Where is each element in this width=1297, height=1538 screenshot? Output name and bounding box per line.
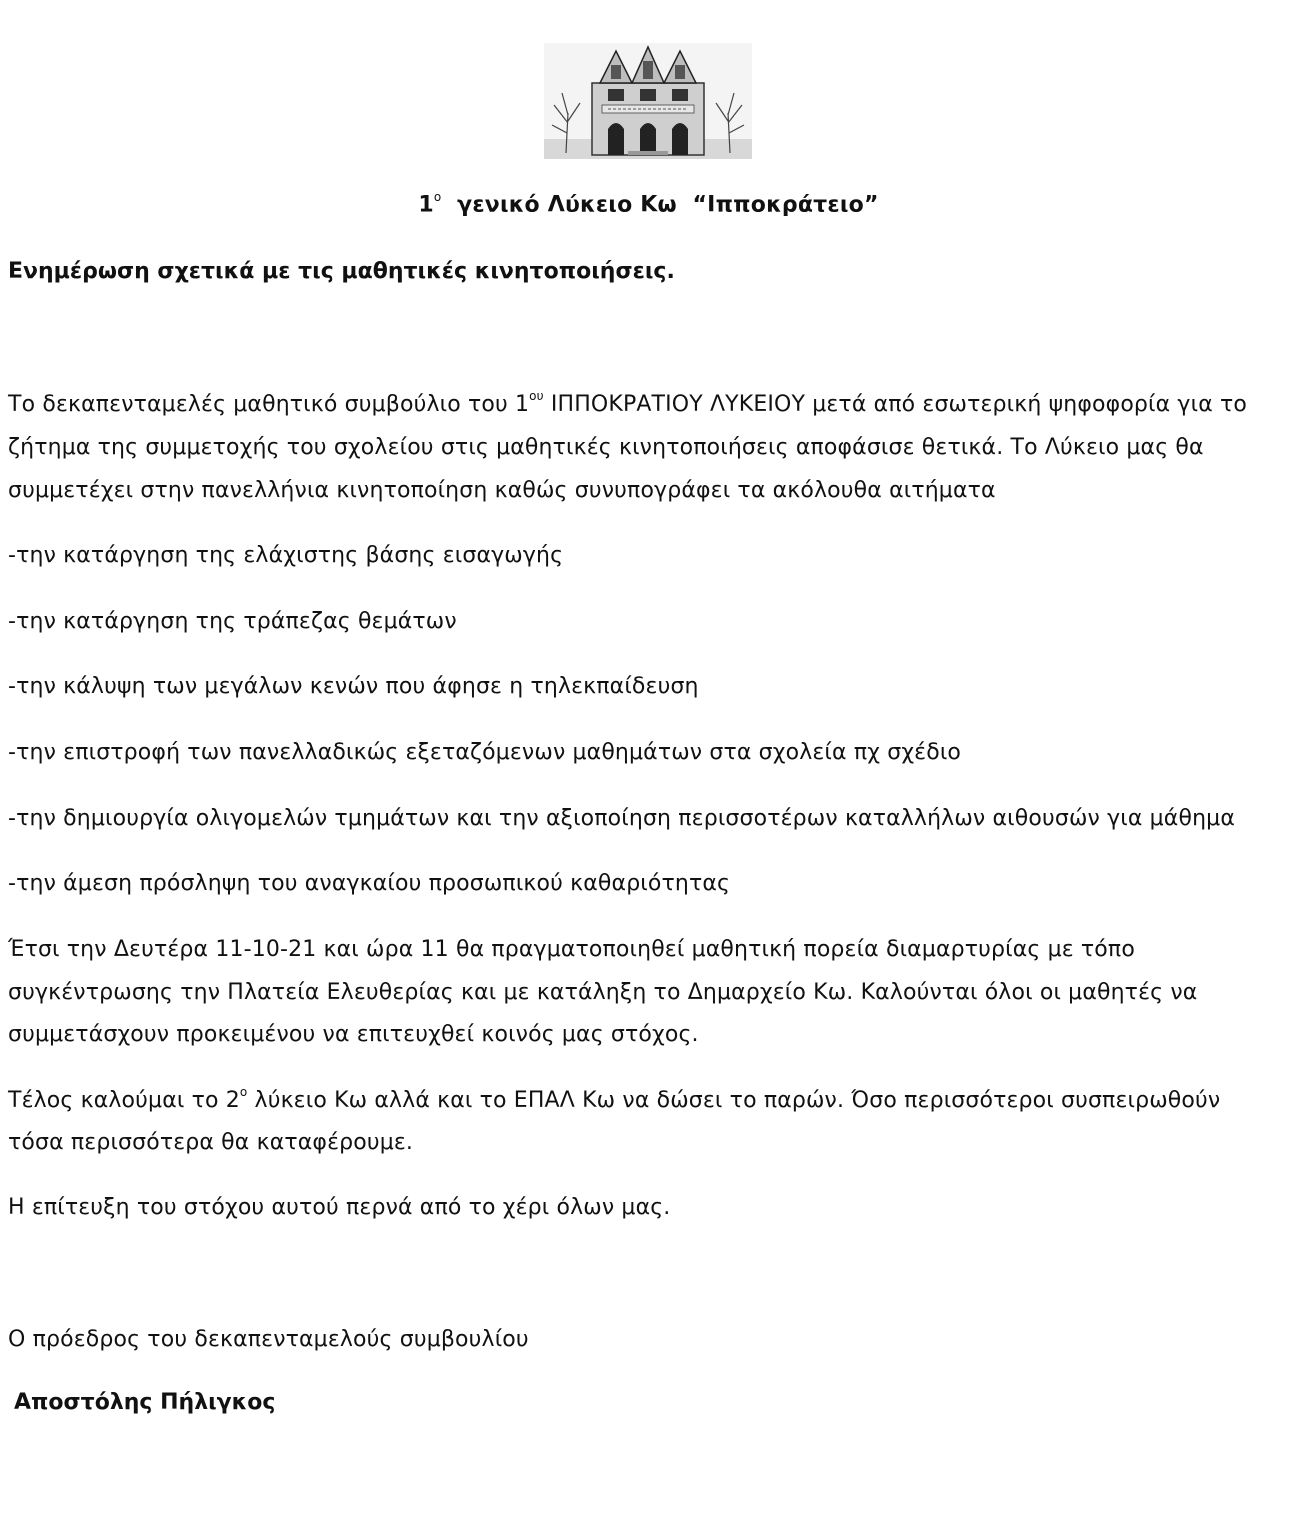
signature-role: Ο πρόεδρος του δεκαπενταμελούς συμβουλίου: [8, 1327, 529, 1352]
demand-item: -την κατάργηση της τράπεζας θεμάτων: [8, 609, 457, 634]
intro-line-3: συμμετέχει στην πανελλήνια κινητοποίηση καθώς συνυπογράφει τα ακόλουθα αιτήματα: [8, 478, 996, 503]
school-title: [0, 192, 1297, 217]
school-title-ordinal: ο: [433, 190, 442, 204]
intro-ordinal: ου: [529, 388, 544, 403]
invite-line-1: [8, 1079, 1220, 1122]
intro-line-1-end: ΙΠΠΟΚΡΑΤΙΟΥ ΛΥΚΕΙΟΥ μετά από εσωτερική ψηφοφορία για το: [543, 392, 1247, 417]
demand-item: -την δημιουργία ολιγομελών τμημάτων και την αξιοποίηση περισσοτέρων καταλλήλων αιθουσών για μάθημα: [8, 806, 1235, 831]
invite-line-2: τόσα περισσότερα θα καταφέρουμε.: [8, 1130, 414, 1155]
invite-line-1-end: λύκειο Κω αλλά και το ΕΠΑΛ Κω να δώσει το παρών. Όσο περισσότεροι συσπειρωθούν: [247, 1088, 1221, 1113]
intro-line-1-start: Το δεκαπενταμελές μαθητικό συμβούλιο του 1: [8, 392, 530, 417]
invite-ordinal: ο: [239, 1084, 248, 1099]
intro-line-2: ζήτημα της συμμετοχής του σχολείου στις μαθητικές κινητοποιήσεις αποφάσισε θετικά. Το Λύκειο μας θα: [8, 435, 1204, 460]
signature-name: Αποστόλης Πήλιγκος: [14, 1390, 276, 1415]
demand-item: -την επιστροφή των πανελλαδικώς εξεταζόμενων μαθημάτων στα σχολεία πχ σχέδιο: [8, 740, 962, 765]
demand-item: -την κατάργηση της ελάχιστης βάσης εισαγωγής: [8, 543, 564, 568]
demand-item: -την άμεση πρόσληψη του αναγκαίου προσωπικού καθαριότητας: [8, 871, 731, 896]
closing-line: Η επίτευξη του στόχου αυτού περνά από το χέρι όλων μας.: [8, 1195, 671, 1220]
school-building-logo: [544, 43, 752, 159]
school-title-name: γενικό Λύκειο Κω “Ιπποκράτειο”: [441, 192, 879, 218]
school-title-number: 1: [418, 192, 434, 218]
intro-line-1: [8, 383, 1247, 426]
march-line-1: Έτσι την Δευτέρα 11-10-21 και ώρα 11 θα πραγματοποιηθεί μαθητική πορεία διαμαρτυρίας με τόπο: [8, 937, 1135, 962]
document-subject: Ενημέρωση σχετικά με τις μαθητικές κινητοποιήσεις.: [8, 259, 675, 284]
march-line-2: συγκέντρωσης την Πλατεία Ελευθερίας και με κατάληξη το Δημαρχείο Κω. Καλούνται όλοι οι μαθητές να: [8, 980, 1198, 1005]
march-line-3: συμμετάσχουν προκειμένου να επιτευχθεί κοινός μας στόχος.: [8, 1022, 699, 1047]
invite-line-1-start: Τέλος καλούμαι το 2: [8, 1088, 240, 1113]
demand-item: -την κάλυψη των μεγάλων κενών που άφησε η τηλεκπαίδευση: [8, 674, 699, 699]
